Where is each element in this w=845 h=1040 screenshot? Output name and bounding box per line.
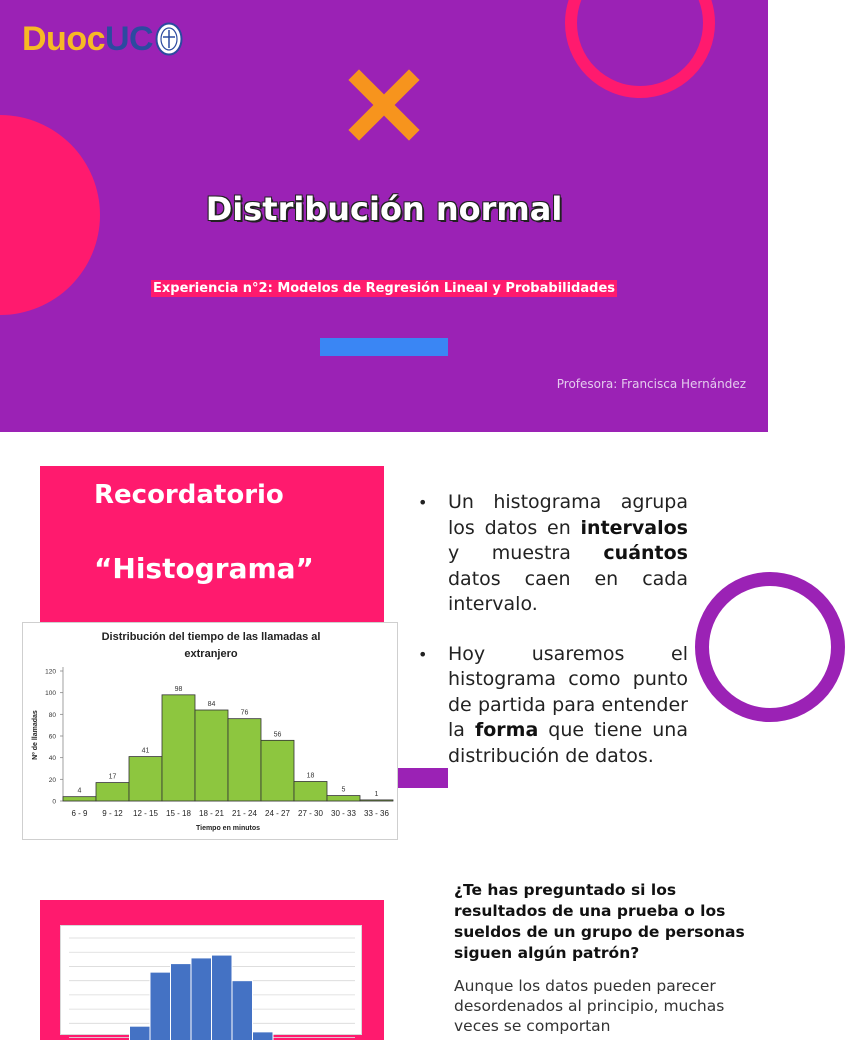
page-subtitle: Experiencia n°2: Modelos de Regresión Lineal y Probabilidades	[153, 281, 615, 296]
histogram-bar	[228, 719, 261, 801]
seal-icon	[155, 22, 183, 56]
y-tick-label: 20	[48, 776, 56, 784]
x-tick-label: 6 - 9	[71, 809, 88, 818]
bar-value-label: 4	[77, 787, 82, 795]
histogram-bar	[129, 757, 162, 801]
guiding-question: ¿Te has preguntado si los resultados de una prueba o los sueldos de un grupo de personas siguen algún patrón?	[454, 881, 745, 962]
x-tick-label: 33 - 36	[364, 809, 389, 818]
histogram-bar	[63, 797, 96, 801]
chart2-bar	[171, 964, 192, 1040]
title-banner	[0, 0, 768, 432]
decorative-blue-bar	[320, 338, 448, 356]
bullet-item	[418, 642, 688, 770]
section-subheading: “Histograma”	[94, 552, 314, 585]
x-tick-label: 21 - 24	[232, 809, 257, 818]
y-tick-label: 0	[52, 798, 56, 806]
intro-paragraph: Aunque los datos pueden parecer desordenados al principio, muchas veces se comportan	[454, 977, 725, 1035]
histogram-bar	[327, 796, 360, 801]
chart2-bar	[150, 972, 171, 1040]
x-tick-label: 27 - 30	[298, 809, 323, 818]
x-tick-label: 30 - 33	[331, 809, 356, 818]
bar-value-label: 41	[141, 747, 150, 755]
histogram-chart	[22, 622, 398, 840]
histogram-svg	[23, 623, 399, 841]
chart2-bar	[253, 1032, 274, 1040]
y-tick-label: 40	[48, 755, 56, 763]
chart-title-line1: Distribución del tiempo de las llamadas al	[101, 631, 321, 643]
chart2-bar	[212, 955, 233, 1040]
y-tick-label: 80	[48, 711, 56, 719]
duocuc-logo	[22, 18, 183, 60]
professor-name: Profesora: Francisca Hernández	[556, 377, 746, 391]
bullet-item	[418, 490, 688, 618]
logo-duoc-text: Duoc	[22, 19, 105, 58]
chart2-bar	[232, 981, 253, 1040]
subtitle-container	[0, 277, 768, 297]
chart2-bar	[130, 1026, 151, 1040]
bar-value-label: 76	[240, 709, 249, 717]
bar-value-label: 56	[273, 731, 282, 739]
bullet-list	[418, 490, 688, 793]
bullet-marker: •	[418, 644, 428, 664]
section-heading: Recordatorio	[94, 480, 284, 510]
histogram-bar	[195, 710, 228, 801]
logo-uc-text: UC	[105, 19, 154, 58]
y-tick-label: 120	[45, 668, 56, 676]
bar-value-label: 17	[108, 773, 117, 781]
histogram-bar	[360, 800, 393, 801]
bullet-text: Un histograma agrupa los datos en intervalos y muestra cuántos datos caen en cada intervalo.	[448, 491, 688, 615]
x-tick-label: 15 - 18	[166, 809, 191, 818]
x-tick-label: 12 - 15	[133, 809, 158, 818]
bullet-text: Hoy usaremos el histograma como punto de partida para entender la forma que tiene una distribución de datos.	[448, 642, 688, 767]
histogram-bar	[261, 740, 294, 801]
histogram-bar	[294, 782, 327, 802]
bar-value-label: 84	[207, 701, 216, 708]
bar-value-label: 5	[341, 786, 346, 794]
decorative-purple-bar	[398, 768, 448, 788]
y-tick-label: 60	[48, 733, 56, 741]
bar-value-label: 18	[306, 772, 315, 780]
chart-xlabel: Tiempo en minutos	[195, 825, 261, 832]
chart-ylabel: Nº de llamadas	[32, 710, 39, 760]
x-tick-label: 18 - 21	[199, 809, 224, 818]
histogram-bar	[162, 695, 195, 801]
decorative-purple-ring	[695, 572, 845, 722]
bar-value-label: 98	[174, 685, 183, 693]
chart2-bar	[191, 958, 212, 1040]
second-histogram-chart	[60, 925, 362, 1035]
cross-icon	[349, 70, 419, 140]
chart2-bars	[109, 955, 273, 1040]
decorative-pink-ring	[565, 0, 715, 98]
chart-bars	[63, 686, 393, 818]
page-title: Distribución normal	[205, 190, 563, 228]
x-tick-label: 9 - 12	[102, 809, 123, 818]
chart-title-line2: extranjero	[184, 648, 238, 660]
bullet-marker: •	[418, 493, 428, 512]
y-tick-label: 100	[45, 690, 56, 698]
x-tick-label: 24 - 27	[265, 809, 290, 818]
second-histogram-svg	[61, 926, 363, 1036]
histogram-bar	[96, 783, 129, 801]
bar-value-label: 1	[374, 790, 379, 798]
